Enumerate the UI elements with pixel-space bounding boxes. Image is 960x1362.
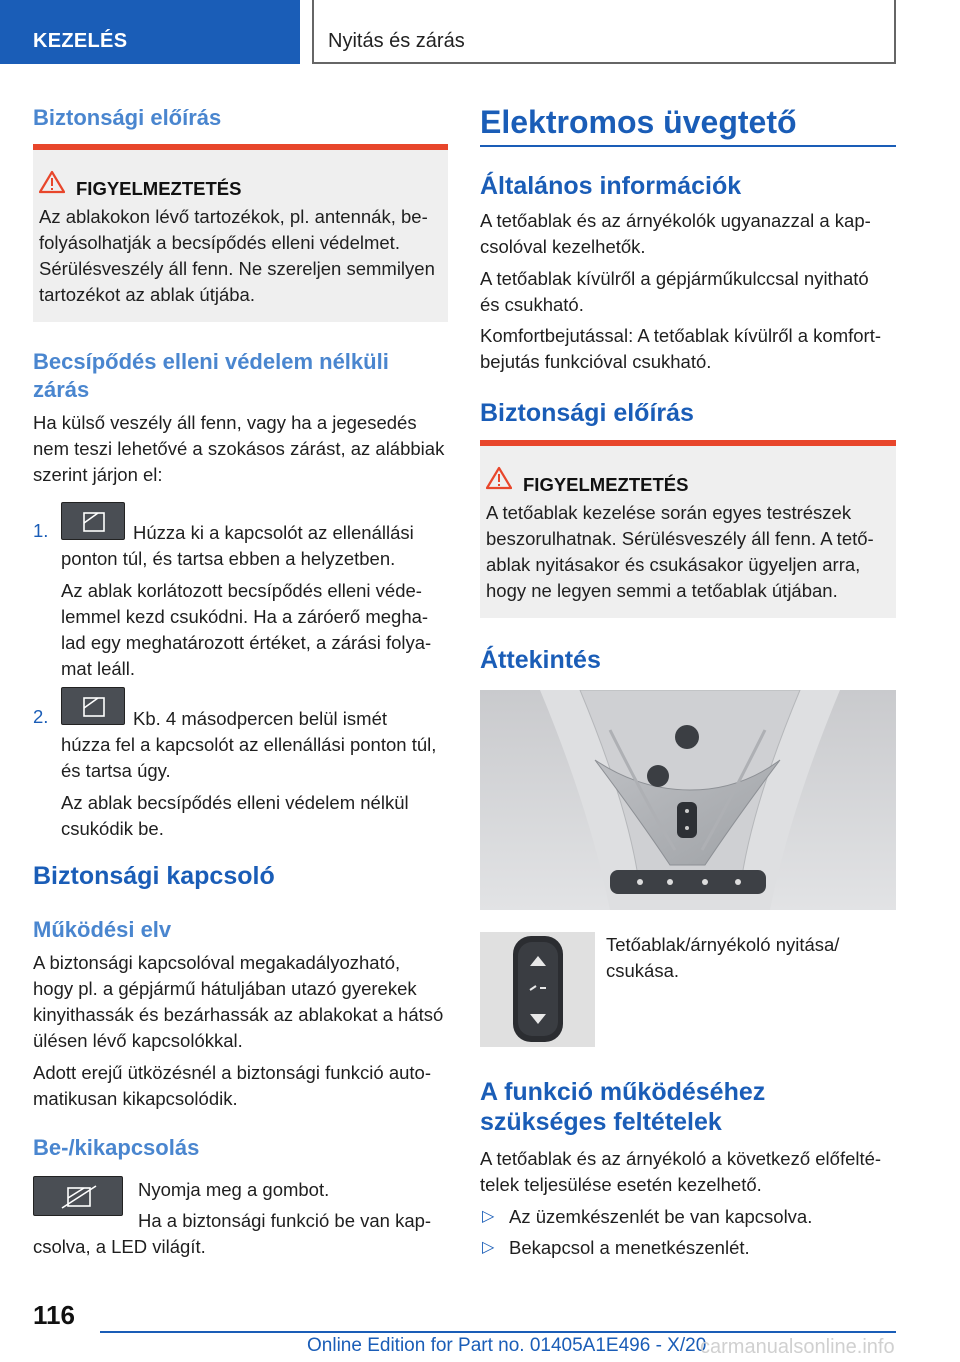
step-number: 1. — [33, 520, 49, 541]
step-note: csukódik be. — [61, 818, 164, 839]
paragraph-line: Komfortbejutással: A tetőablak kívülről a komfort- — [480, 325, 882, 346]
warning-line: hogy ne legyen semmi a tetőablak útjában. — [486, 580, 838, 601]
step-number: 2. — [33, 706, 49, 727]
step-note: lemmel kezd csukódni. Ha a záróerő megha- — [61, 606, 429, 627]
onoff-text: csolva, a LED világít. — [33, 1236, 206, 1257]
general-heading: Általános információk — [480, 172, 742, 200]
paragraph-line: telek teljesülése esetén kezelhető. — [480, 1174, 762, 1195]
warning-box-roof — [480, 440, 896, 618]
step-note: lad egy meghatározott értéket, a zárási folya- — [61, 632, 432, 653]
paragraph-line: A biztonsági kapcsolóval megakadályozható, — [33, 952, 401, 973]
photo-caption: csukása. — [606, 960, 680, 981]
nopinch-heading-2: zárás — [33, 377, 90, 402]
paragraph-line: szerint járjon el: — [33, 464, 163, 485]
warning-title: FIGYELMEZTETÉS — [523, 474, 689, 495]
requirements-heading: A funkció működéséhez — [480, 1078, 766, 1106]
requirements-heading-2: szükséges feltételek — [480, 1108, 722, 1136]
warning-line: folyásolhatják a becsípődés elleni védelmet. — [39, 232, 400, 253]
paragraph-line: ülésen lévő kapcsolókkal. — [33, 1030, 243, 1051]
onoff-heading: Be-/kikapcsolás — [33, 1135, 200, 1160]
chapter-tab — [312, 0, 896, 64]
paragraph-line: bejutás funkcióval csukható. — [480, 351, 712, 372]
paragraph-line: nem teszi lehetővé a szokásos zárást, az alábbiak — [33, 438, 445, 459]
window-switch-icon — [61, 687, 125, 725]
safety-heading-right: Biztonsági előírás — [480, 399, 694, 427]
chapter-title: Nyitás és zárás — [328, 30, 465, 52]
paragraph-line: A tetőablak kívülről a gépjárműkulccsal nyitható — [480, 268, 869, 289]
heading-rule — [480, 145, 896, 147]
warning-line: beszorulhatnak. Sérülésveszély áll fenn. A tető- — [486, 528, 874, 549]
list-item: Az üzemkészenlét be van kapcsolva. — [509, 1206, 813, 1227]
photo-caption: Tetőablak/árnyékoló nyitása/ — [606, 934, 840, 955]
step-text: és tartsa úgy. — [61, 760, 171, 781]
step-text: ponton túl, és tartsa ebben a helyzetben. — [61, 548, 396, 569]
list-item: Bekapcsol a menetkészenlét. — [509, 1237, 750, 1258]
paragraph-line: hogy pl. a gépjármű hátuljában utazó gyerekek — [33, 978, 417, 999]
roof-switch-photo — [480, 932, 595, 1047]
warning-triangle-icon — [486, 466, 512, 490]
paragraph-line: Ha külső veszély áll fenn, vagy ha a jegesedés — [33, 412, 417, 433]
safety-heading: Biztonsági előírás — [33, 105, 222, 130]
onoff-text: Ha a biztonsági funkció be van kap- — [138, 1210, 432, 1231]
warning-line: ablak nyitásakor és csukásakor ügyeljen arra, — [486, 554, 861, 575]
switch-heading: Biztonsági kapcsoló — [33, 862, 275, 890]
section-tab — [0, 0, 300, 64]
watermark: carmanualsonline.info — [700, 1336, 895, 1358]
paragraph-line: matikusan kikapcsolódik. — [33, 1088, 238, 1109]
paragraph-line: A tetőablak és az árnyékoló a következő előfelté- — [480, 1148, 882, 1169]
footer-rule — [100, 1331, 896, 1333]
onoff-text: Nyomja meg a gombot. — [138, 1179, 330, 1200]
paragraph-line: kinyithassák és bezárhassák az ablakokat a hátsó — [33, 1004, 444, 1025]
paragraph-line: csolóval kezelhetők. — [480, 236, 646, 257]
window-switch-icon — [61, 502, 125, 540]
paragraph-line: Adott erejű ütközésnél a biztonsági funkció auto- — [33, 1062, 431, 1083]
roof-console-photo — [480, 690, 896, 910]
warning-line: Sérülésveszély áll fenn. Ne szereljen semmilyen — [39, 258, 435, 279]
warning-triangle-icon — [39, 170, 65, 194]
warning-box-windows — [33, 144, 448, 322]
warning-line: Az ablakokon lévő tartozékok, pl. antennák, be- — [39, 206, 428, 227]
step-text: Kb. 4 másodpercen belül ismét — [133, 708, 387, 729]
warning-line: A tetőablak kezelése során egyes testrészek — [486, 502, 852, 523]
nopinch-heading: Becsípődés elleni védelem nélküli — [33, 349, 389, 374]
warning-line: tartozékot az ablak útjába. — [39, 284, 255, 305]
edition-text: Online Edition for Part no. 01405A1E496 - X/20 — [307, 1335, 707, 1356]
step-note: mat leáll. — [61, 658, 136, 679]
step-text: húzza fel a kapcsolót az ellenállási ponton túl, — [61, 734, 437, 755]
principle-heading: Működési elv — [33, 917, 172, 942]
paragraph-line: A tetőablak és az árnyékolók ugyanazzal a kap- — [480, 210, 871, 231]
paragraph-line: és csukható. — [480, 294, 584, 315]
triangle-bullet-icon: ▷ — [482, 1208, 495, 1225]
overview-heading: Áttekintés — [480, 646, 601, 674]
triangle-bullet-icon: ▷ — [482, 1239, 495, 1256]
section-title: KEZELÉS — [33, 30, 128, 52]
step-note: Az ablak korlátozott becsípődés elleni véde- — [61, 580, 422, 601]
step-text: Húzza ki a kapcsolót az ellenállási — [133, 522, 414, 543]
warning-title: FIGYELMEZTETÉS — [76, 178, 242, 199]
page-number: 116 — [33, 1300, 75, 1330]
safety-switch-icon — [33, 1176, 123, 1216]
step-note: Az ablak becsípődés elleni védelem nélkül — [61, 792, 409, 813]
main-heading: Elektromos üvegtető — [480, 104, 797, 140]
